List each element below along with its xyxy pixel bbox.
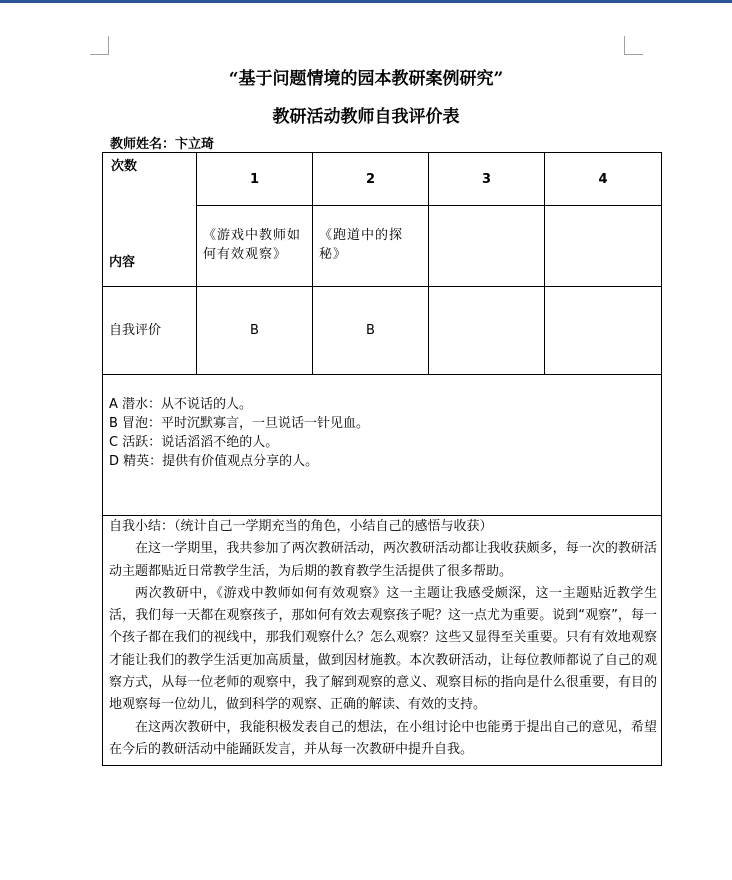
page-margin-corner-right (624, 36, 643, 55)
row-header-rating: 自我评价 (103, 287, 197, 375)
session-number-2: 2 (313, 153, 429, 206)
summary-paragraph-1: 在这一学期里，我共参加了两次教研活动，两次教研活动都让我收获颇多，每一次的教研活动主题都贴近日常教学生活，为后期的教育教学生活提供了很多帮助。 (109, 541, 657, 579)
session-number-4: 4 (545, 153, 662, 206)
session-rating-1: B (197, 287, 313, 375)
summary-heading: 自我小结：（统计自己一学期充当的角色，小结自己的感悟与收获） (109, 519, 493, 534)
session-rating-4 (545, 287, 662, 375)
session-rating-3 (429, 287, 545, 375)
session-content-1: 《游戏中教师如何有效观察》 (197, 206, 313, 287)
teacher-name: 教师姓名：卞立琦 (110, 137, 215, 152)
summary-paragraph-2: 两次教研中，《游戏中教师如何有效观察》这一主题让我感受颇深，这一主题贴近教学生活，我们每一天都在观察孩子，那如何有效去观察孩子呢？这一点尤为重要。说到“观察”，每一个孩子都在我们的视线中，那我们观察什么？怎么观察？这些又显得至关重要。只有有效地观察才能让我们的教学生活更加高质量，做到因材施教。本次教研活动，让每位教师都说了自己的观察方式，从每一位老师的观察中，我了解到观察的意义、观察目标的指向是什么很重要，有目的地观察每一位幼儿，做到科学的观察、正确的解读、有效的支持。 (109, 585, 657, 713)
legend-item: B 冒泡：平时沉默寡言，一旦说话一针见血。 (109, 416, 370, 431)
row-header-count: 次数 (111, 159, 138, 174)
session-content-3 (429, 206, 545, 287)
session-rating-2: B (313, 287, 429, 375)
document-subtitle: 教研活动教师自我评价表 (272, 107, 460, 127)
self-summary (103, 516, 662, 766)
window-top-bar (0, 0, 732, 3)
session-content-2: 《跑道中的探秘》 (313, 206, 429, 287)
legend-item: D 精英：提供有价值观点分享的人。 (109, 454, 319, 469)
session-number-3: 3 (429, 153, 545, 206)
evaluation-table (102, 152, 662, 766)
session-number-1: 1 (197, 153, 313, 206)
row-header-content: 内容 (109, 255, 136, 270)
document-title: “基于问题情境的园本教研案例研究” (228, 69, 504, 89)
legend-item: A 潜水：从不说话的人。 (109, 397, 253, 412)
rating-legend (103, 375, 662, 516)
header-cell (103, 153, 197, 287)
summary-paragraph-3: 在这两次教研中，我能积极发表自己的想法，在小组讨论中也能勇于提出自己的意见，希望在今后的教研活动中能踊跃发言，并从每一次教研中提升自我。 (109, 719, 657, 757)
legend-item: C 活跃：说话滔滔不绝的人。 (109, 435, 279, 450)
session-content-4 (545, 206, 662, 287)
page-margin-corner-left (90, 36, 109, 55)
